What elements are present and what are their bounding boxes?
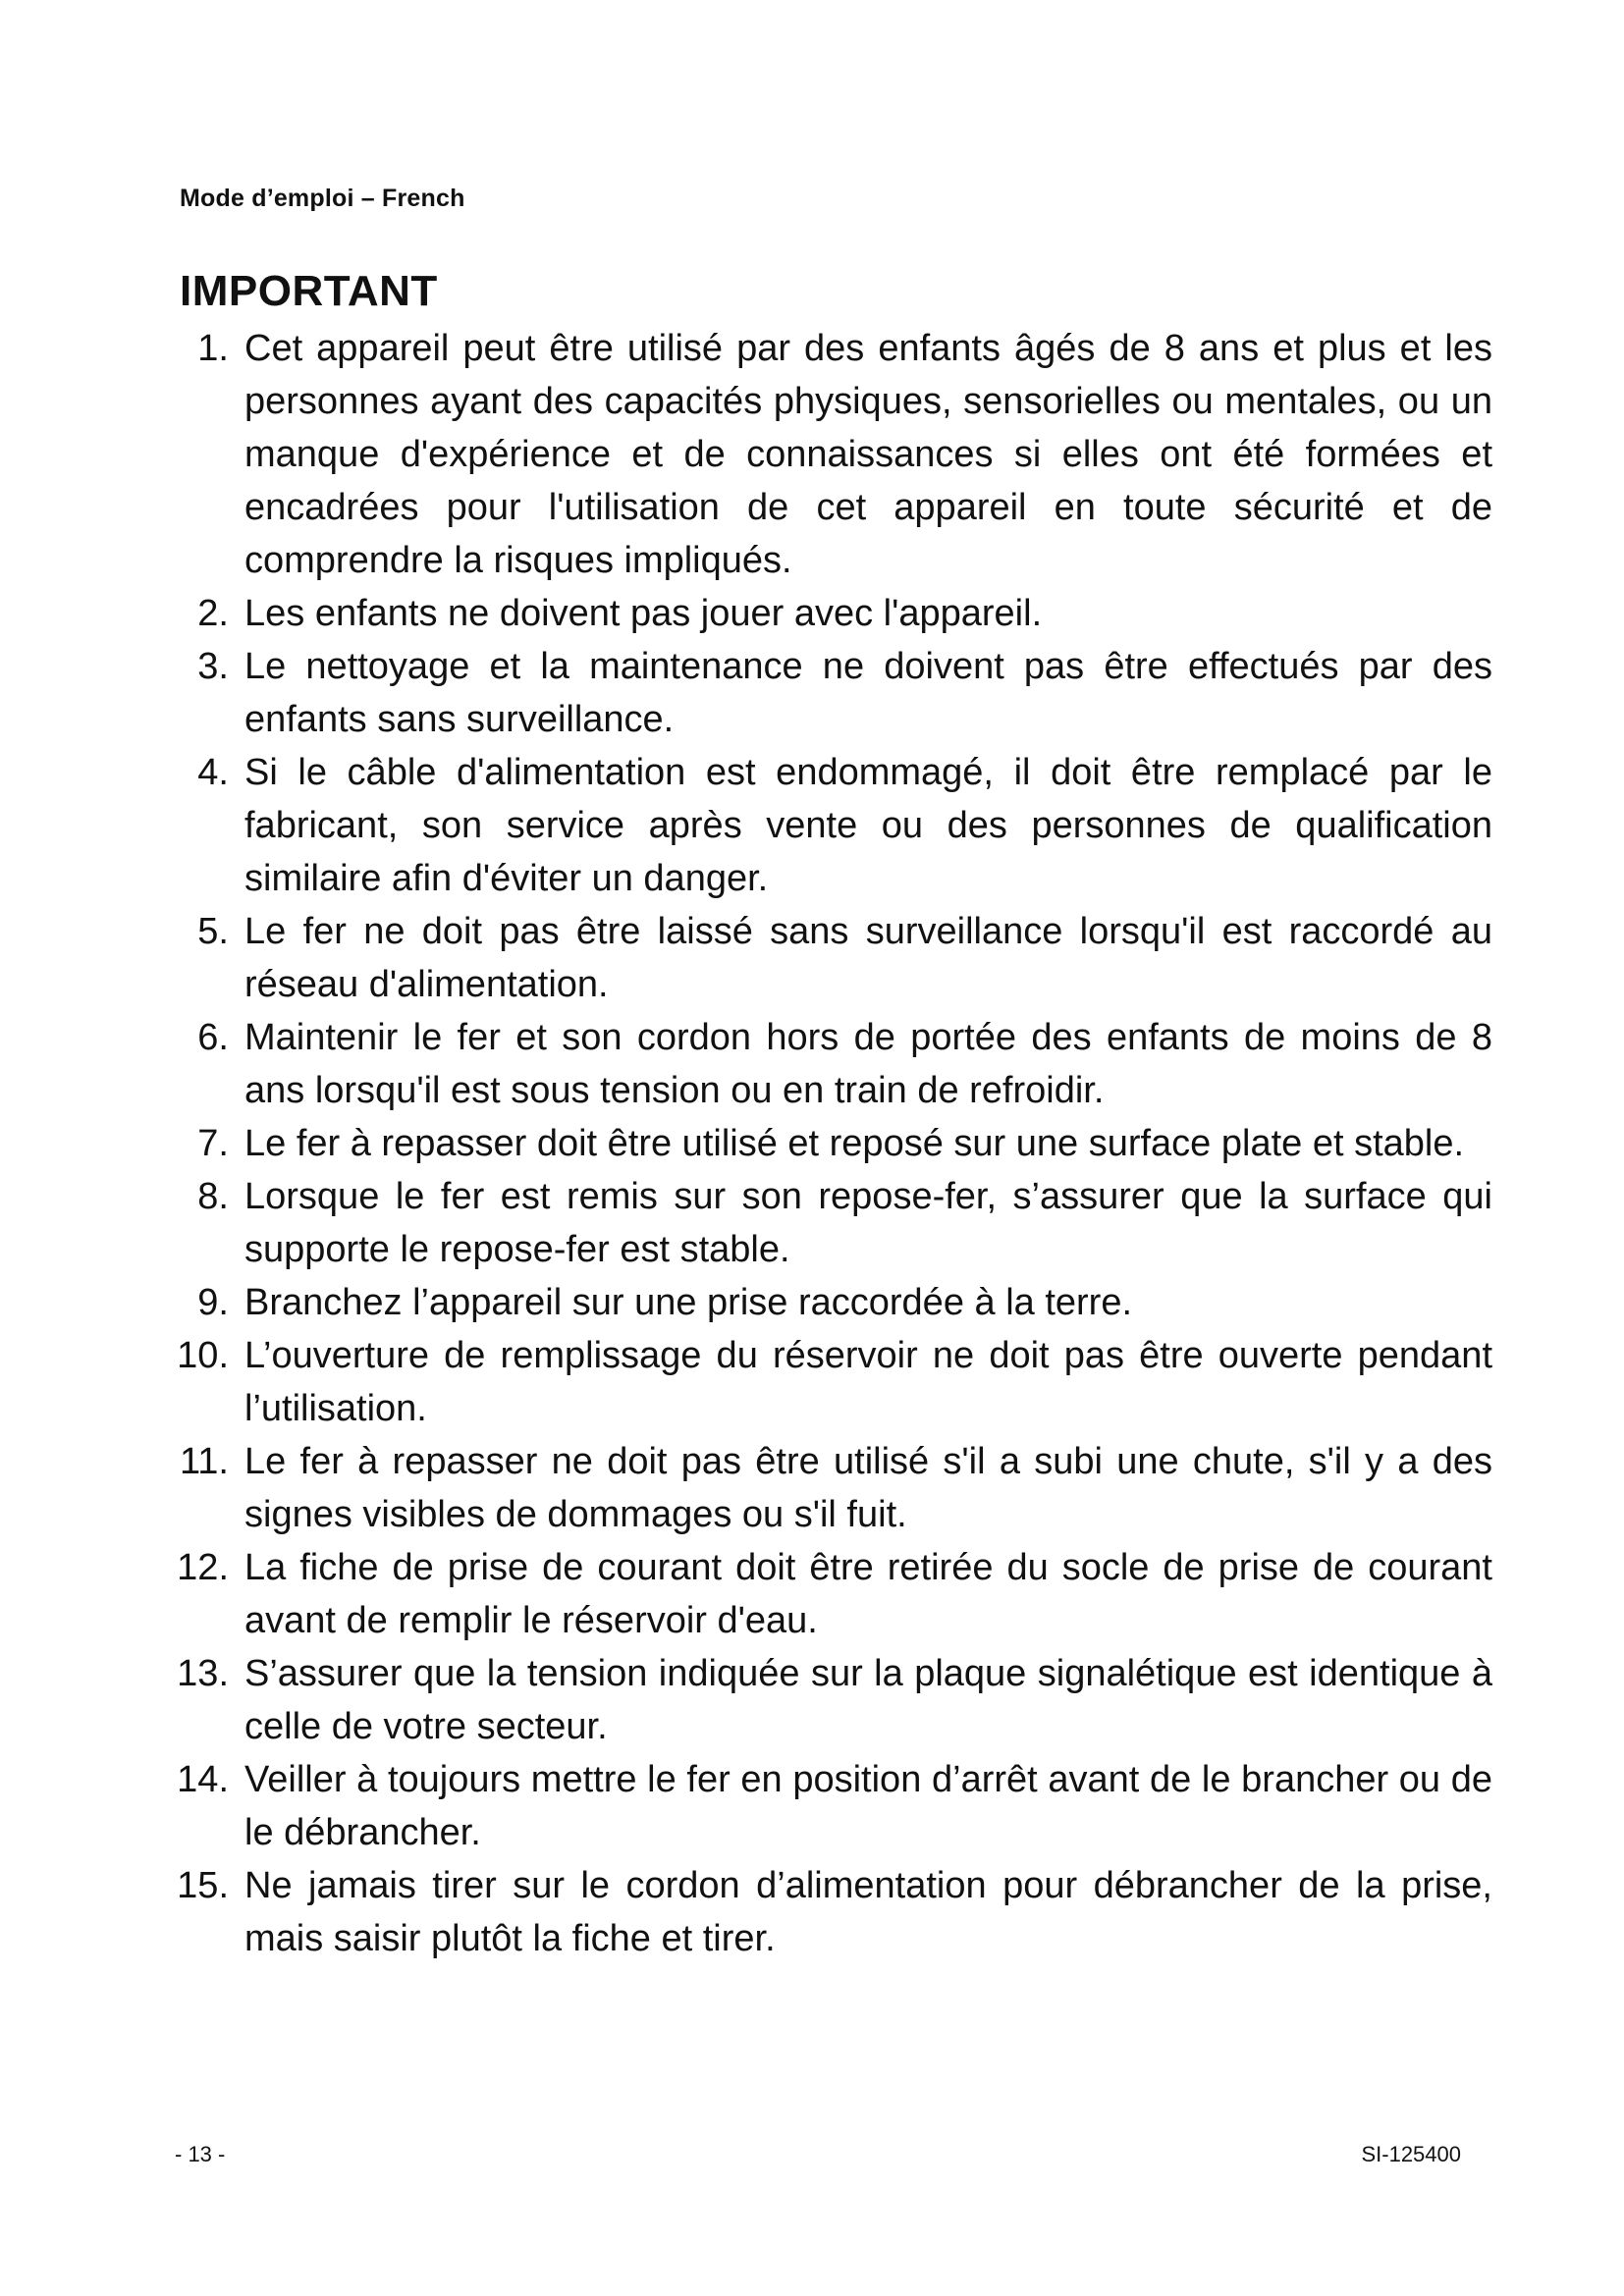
item-number: 12. — [177, 1547, 229, 1588]
item-text: Le fer à repasser doit être utilisé et reposé sur une surface plate et stable. — [244, 1123, 1465, 1164]
list-item — [147, 1011, 1492, 1117]
list-item — [147, 1276, 1492, 1329]
item-text: Lorsque le fer est remis sur son repose-fer, s’assurer que la surface qui supporte le repose-fer est stable. — [244, 1176, 1492, 1270]
page-number: - 13 - — [175, 2142, 226, 2166]
safety-instructions-list — [147, 322, 1492, 1965]
list-item — [147, 1329, 1492, 1435]
item-text: Maintenir le fer et son cordon hors de portée des enfants de moins de 8 ans lorsqu'il est sous tension ou en train de refroidir. — [244, 1017, 1492, 1111]
item-number: 13. — [177, 1653, 229, 1694]
item-number: 15. — [177, 1865, 229, 1906]
list-item — [147, 905, 1492, 1011]
list-item — [147, 1170, 1492, 1276]
item-text: Ne jamais tirer sur le cordon d’alimentation pour débrancher de la prise, mais saisir plutôt la fiche et tirer. — [244, 1865, 1492, 1959]
item-text: Veiller à toujours mettre le fer en position d’arrêt avant de le brancher ou de le débrancher. — [244, 1759, 1492, 1853]
section-title: IMPORTANT — [180, 267, 438, 315]
item-number: 8. — [197, 1176, 229, 1217]
item-number: 3. — [197, 646, 229, 687]
model-number: SI-125400 — [1361, 2142, 1461, 2166]
item-text: Le nettoyage et la maintenance ne doivent pas être effectués par des enfants sans surveillance. — [244, 646, 1492, 740]
item-number: 10. — [177, 1335, 229, 1376]
item-number: 9. — [197, 1282, 229, 1323]
list-item — [147, 1541, 1492, 1647]
item-number: 7. — [197, 1123, 229, 1164]
list-item — [147, 1647, 1492, 1753]
list-item — [147, 322, 1492, 587]
item-text: S’assurer que la tension indiquée sur la plaque signalétique est identique à celle de votre secteur. — [244, 1653, 1492, 1747]
list-item — [147, 587, 1492, 640]
item-number: 1. — [197, 328, 229, 369]
item-number: 14. — [177, 1759, 229, 1800]
item-text: Si le câble d'alimentation est endommagé, il doit être remplacé par le fabricant, son service après vente ou des personnes de qualification similaire afin d'éviter un danger. — [244, 752, 1492, 899]
item-text: Le fer ne doit pas être laissé sans surveillance lorsqu'il est raccordé au réseau d'alimentation. — [244, 911, 1492, 1005]
item-number: 11. — [179, 1441, 229, 1482]
item-number: 5. — [197, 911, 229, 952]
item-text: La fiche de prise de courant doit être retirée du socle de prise de courant avant de remplir le réservoir d'eau. — [244, 1547, 1492, 1641]
document-header: Mode d’emploi – French — [180, 185, 465, 212]
item-text: Branchez l’appareil sur une prise raccordée à la terre. — [244, 1282, 1133, 1323]
item-text: L’ouverture de remplissage du réservoir ne doit pas être ouverte pendant l’utilisation. — [244, 1335, 1492, 1429]
item-text: Le fer à repasser ne doit pas être utilisé s'il a subi une chute, s'il y a des signes visibles de dommages ou s'il fuit. — [244, 1441, 1492, 1535]
item-text: Cet appareil peut être utilisé par des enfants âgés de 8 ans et plus et les personnes ayant des capacités physiques, sensorielles ou mentales, ou un manque d'expérience et de connaissances si elles ont été formées et encadrées pour l'utilisation de cet appareil en toute sécurité et de comprendre la risques impliqués. — [244, 328, 1492, 581]
item-number: 2. — [197, 593, 229, 634]
item-number: 4. — [197, 752, 229, 793]
list-item — [147, 1859, 1492, 1965]
list-item — [147, 1435, 1492, 1541]
item-text: Les enfants ne doivent pas jouer avec l'appareil. — [244, 593, 1043, 634]
list-item — [147, 1117, 1492, 1170]
list-item — [147, 746, 1492, 905]
item-number: 6. — [197, 1017, 229, 1058]
list-item — [147, 1753, 1492, 1859]
list-item — [147, 640, 1492, 746]
